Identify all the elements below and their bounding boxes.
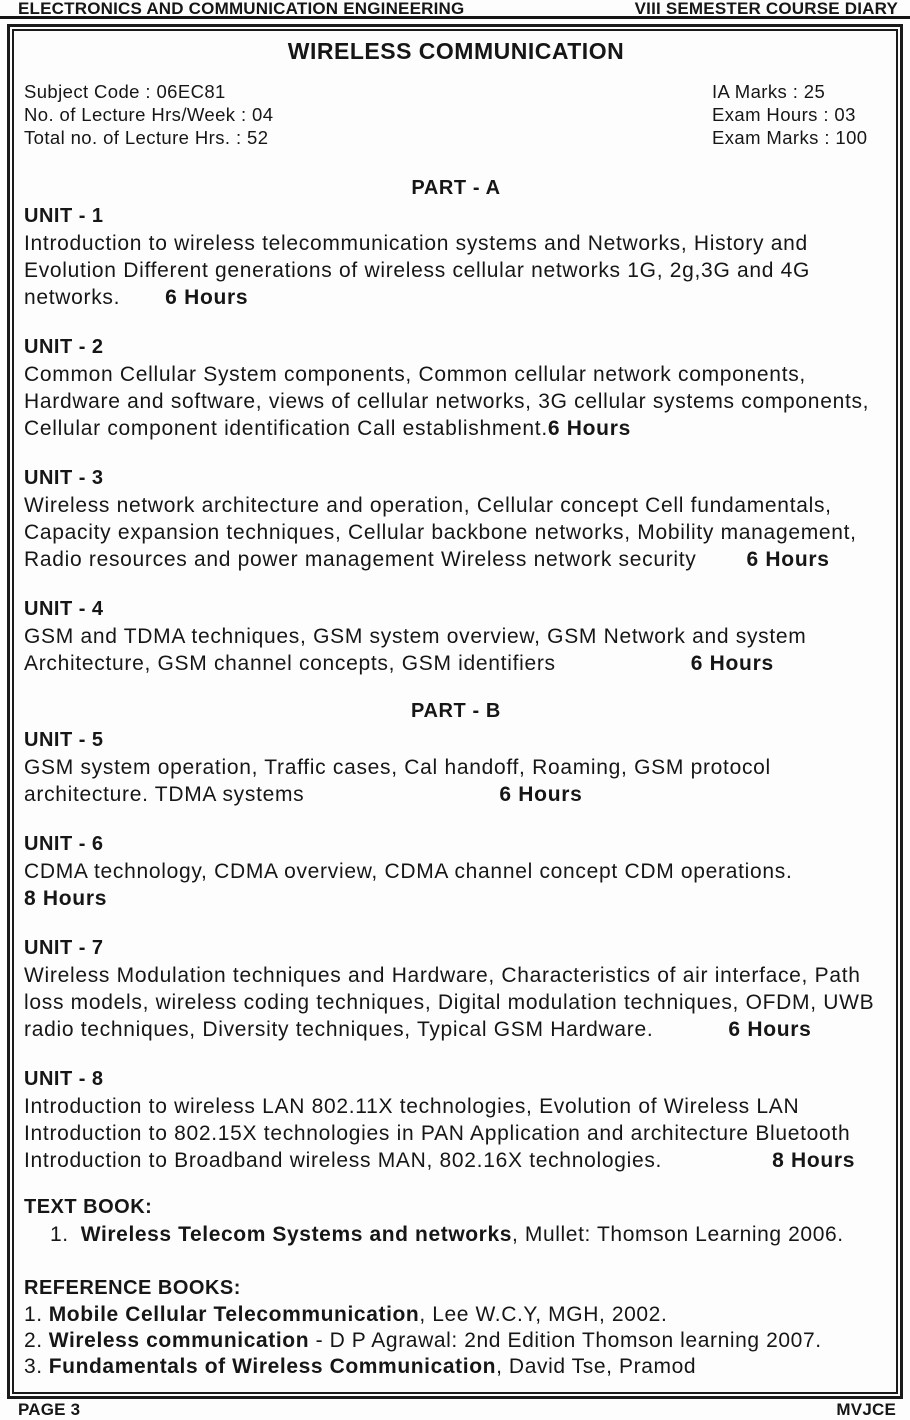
unit-7-text-line: Wireless Modulation techniques and Hardware, Characteristics of air interface, Path bbox=[24, 964, 861, 987]
unit-1-title: UNIT - 1 bbox=[24, 205, 104, 227]
unit-2-text-line bbox=[24, 415, 888, 442]
lecture-hrs-per-week: No. of Lecture Hrs/Week : 04 bbox=[24, 104, 274, 125]
item-number: 3. bbox=[24, 1355, 43, 1378]
book-title: Fundamentals of Wireless Communication bbox=[48, 1355, 497, 1378]
page-title: WIRELESS COMMUNICATION bbox=[287, 38, 625, 64]
unit-3-section bbox=[24, 465, 888, 573]
unit-3-text-line bbox=[24, 546, 888, 573]
unit-1-text-end: networks. bbox=[24, 286, 121, 309]
unit-1-text-line bbox=[24, 284, 888, 311]
unit-7-text-line: loss models, wireless coding techniques, Digital modulation techniques, OFDM, UWB bbox=[24, 991, 875, 1014]
unit-6-section bbox=[24, 831, 888, 912]
unit-3-text-line: Wireless network architecture and operation, Cellular concept Cell fundamentals, bbox=[24, 494, 832, 517]
unit-3-text-line: Capacity expansion techniques, Cellular backbone networks, Mobility management, bbox=[24, 521, 857, 544]
course-info bbox=[24, 80, 888, 149]
unit-2-hours: 6 Hours bbox=[547, 417, 631, 440]
text-book-item bbox=[24, 1221, 888, 1248]
unit-4-text-line bbox=[24, 650, 888, 677]
unit-1-text-line: Evolution Different generations of wireless cellular networks 1G, 2g,3G and 4G bbox=[24, 259, 811, 282]
unit-2-title: UNIT - 2 bbox=[24, 336, 104, 358]
header-department: ELECTRONICS AND COMMUNICATION ENGINEERING bbox=[18, 0, 465, 18]
item-number: 1. bbox=[24, 1303, 43, 1326]
unit-7-section bbox=[24, 935, 888, 1043]
reference-book-item bbox=[24, 1354, 888, 1380]
item-number: 2. bbox=[24, 1329, 43, 1352]
unit-4-section bbox=[24, 596, 888, 677]
reference-books-section bbox=[24, 1275, 888, 1380]
unit-5-title: UNIT - 5 bbox=[24, 729, 104, 751]
text-book-heading: TEXT BOOK: bbox=[24, 1196, 153, 1218]
reference-books-heading: REFERENCE BOOKS: bbox=[24, 1277, 241, 1299]
item-number: 1. bbox=[50, 1223, 69, 1246]
unit-5-text-line: GSM system operation, Traffic cases, Cal handoff, Roaming, GSM protocol bbox=[24, 756, 771, 779]
book-title: Mobile Cellular Telecommunication bbox=[48, 1303, 420, 1326]
unit-2-text-end: Cellular component identification Call establishment. bbox=[24, 417, 548, 440]
total-lecture-hrs: Total no. of Lecture Hrs. : 52 bbox=[24, 127, 269, 148]
course-info-right bbox=[712, 80, 888, 149]
unit-3-text-end: Radio resources and power management Wireless network security bbox=[24, 548, 697, 571]
unit-8-hours: 8 Hours bbox=[772, 1149, 856, 1172]
part-b-heading: PART - B bbox=[411, 700, 501, 722]
unit-7-text-line bbox=[24, 1016, 888, 1043]
unit-6-hours: 8 Hours bbox=[24, 887, 108, 910]
subject-code: Subject Code : 06EC81 bbox=[24, 81, 226, 102]
footer-page-number: PAGE 3 bbox=[18, 1400, 81, 1419]
unit-2-text-line: Common Cellular System components, Common cellular network components, bbox=[24, 363, 806, 386]
book-title: Wireless communication bbox=[48, 1329, 310, 1352]
unit-4-hours: 6 Hours bbox=[690, 652, 774, 675]
text-book-section bbox=[24, 1194, 888, 1248]
reference-book-item bbox=[24, 1328, 888, 1354]
book-details: - D P Agrawal: 2nd Edition Thomson learning 2007. bbox=[309, 1329, 822, 1352]
header-course-diary: VIII SEMESTER COURSE DIARY bbox=[634, 0, 898, 18]
unit-8-text-line: Introduction to wireless LAN 802.11X technologies, Evolution of Wireless LAN bbox=[24, 1095, 800, 1118]
part-a-heading: PART - A bbox=[411, 177, 501, 199]
unit-8-title: UNIT - 8 bbox=[24, 1068, 104, 1090]
book-details: , David Tse, Pramod bbox=[496, 1355, 697, 1378]
unit-1-text-line: Introduction to wireless telecommunication systems and Networks, History and bbox=[24, 232, 808, 255]
unit-3-hours: 6 Hours bbox=[746, 548, 830, 571]
unit-8-text-line bbox=[24, 1147, 888, 1174]
unit-5-hours: 6 Hours bbox=[499, 783, 583, 806]
footer-institution: MVJCE bbox=[836, 1400, 896, 1419]
page-header bbox=[0, 0, 910, 19]
unit-1-hours: 6 Hours bbox=[165, 286, 249, 309]
unit-6-title: UNIT - 6 bbox=[24, 833, 104, 855]
exam-hours: Exam Hours : 03 bbox=[712, 104, 856, 125]
unit-7-text-end: radio techniques, Diversity techniques, Typical GSM Hardware. bbox=[24, 1018, 654, 1041]
unit-2-text-line: Hardware and software, views of cellular networks, 3G cellular systems components, bbox=[24, 390, 870, 413]
content-border-outer bbox=[7, 24, 903, 1399]
exam-marks: Exam Marks : 100 bbox=[712, 127, 868, 148]
unit-3-title: UNIT - 3 bbox=[24, 467, 104, 489]
unit-1-section bbox=[24, 203, 888, 311]
course-info-left bbox=[24, 80, 712, 149]
reference-book-item bbox=[24, 1302, 888, 1328]
unit-5-text-line bbox=[24, 781, 888, 808]
unit-8-text-end: Introduction to Broadband wireless MAN, 802.16X technologies. bbox=[24, 1149, 663, 1172]
unit-2-section bbox=[24, 334, 888, 442]
content-border-inner bbox=[12, 29, 898, 1394]
page-footer bbox=[0, 1399, 910, 1420]
unit-6-text-line bbox=[24, 885, 888, 912]
book-details: , Lee W.C.Y, MGH, 2002. bbox=[419, 1303, 668, 1326]
unit-4-text-line: GSM and TDMA techniques, GSM system overview, GSM Network and system bbox=[24, 625, 807, 648]
unit-5-text-end: architecture. TDMA systems bbox=[24, 783, 305, 806]
unit-8-text-line: Introduction to 802.15X technologies in PAN Application and architecture Bluetooth bbox=[24, 1122, 851, 1145]
unit-4-title: UNIT - 4 bbox=[24, 598, 104, 620]
book-title: Wireless Telecom Systems and networks bbox=[80, 1223, 513, 1246]
unit-7-title: UNIT - 7 bbox=[24, 937, 104, 959]
unit-5-section bbox=[24, 727, 888, 808]
unit-7-hours: 6 Hours bbox=[728, 1018, 812, 1041]
ia-marks: IA Marks : 25 bbox=[712, 81, 826, 102]
unit-4-text-end: Architecture, GSM channel concepts, GSM identifiers bbox=[24, 652, 556, 675]
unit-6-text-line: CDMA technology, CDMA overview, CDMA channel concept CDM operations. bbox=[24, 860, 793, 883]
unit-8-section bbox=[24, 1066, 888, 1174]
book-details: , Mullet: Thomson Learning 2006. bbox=[512, 1223, 844, 1246]
